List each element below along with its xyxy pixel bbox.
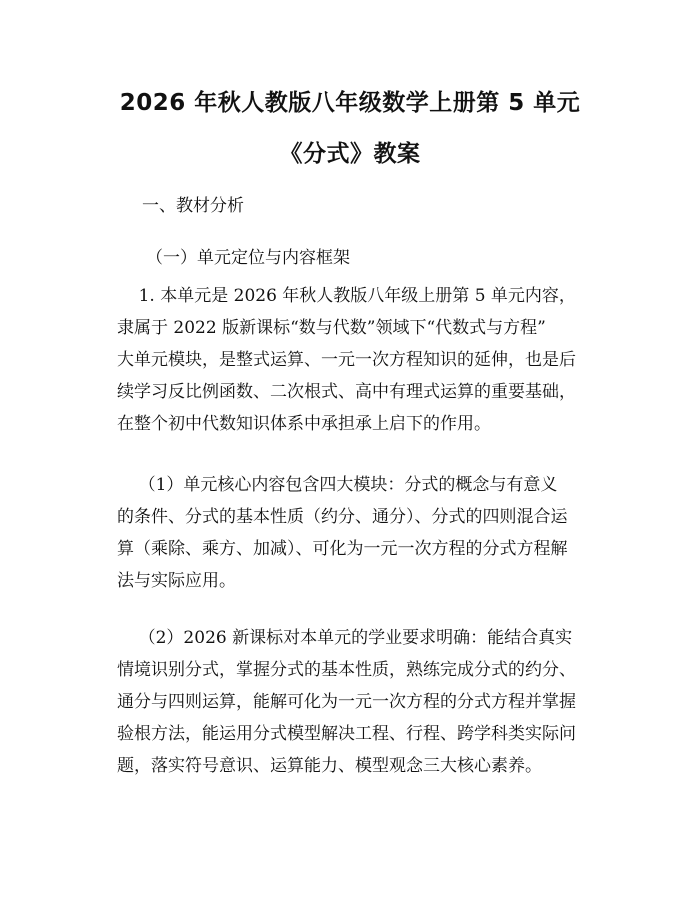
paragraph-3 [117,622,597,782]
section-heading: 一、教材分析 [142,196,244,216]
paragraph-1 [117,280,597,440]
paragraph-line: 1. 本单元是 2026 年秋人教版八年级上册第 5 单元内容， [117,286,576,306]
paragraph-line: 通分与四则运算，能解可化为一元一次方程的分式方程并掌握 [117,692,576,712]
paragraph-line: 法与实际应用。 [117,571,236,591]
paragraph-line: 在整个初中代数知识体系中承担承上启下的作用。 [117,414,491,434]
paragraph-line: 的条件、分式的基本性质（约分、通分）、分式的四则混合运 [117,507,568,527]
paragraph-line: 题，落实符号意识、运算能力、模型观念三大核心素养。 [117,756,542,776]
paragraph-line: 算（乘除、乘方、加减）、可化为一元一次方程的分式方程解 [117,539,568,559]
paragraph-line: （2）2026 新课标对本单元的学业要求明确：能结合真实 [117,628,573,648]
document-title-line-2: 《分式》教案 [279,141,421,167]
document-title-line-1: 2026 年秋人教版八年级数学上册第 5 单元 [119,90,581,116]
paragraph-line: 大单元模块，是整式运算、一元一次方程知识的延伸，也是后 [117,350,576,370]
paragraph-line: 隶属于 2022 版新课标“数与代数”领域下“代数式与方程” [117,318,546,338]
paragraph-line: 情境识别分式，掌握分式的基本性质，熟练完成分式的约分、 [117,660,576,680]
paragraph-line: （1）单元核心内容包含四大模块：分式的概念与有意义 [117,475,558,495]
paragraph-2 [117,469,597,597]
paragraph-line: 续学习反比例函数、二次根式、高中有理式运算的重要基础， [117,382,576,402]
subsection-heading: （一）单元定位与内容框架 [146,248,350,268]
paragraph-line: 验根方法，能运用分式模型解决工程、行程、跨学科类实际问 [117,724,576,744]
